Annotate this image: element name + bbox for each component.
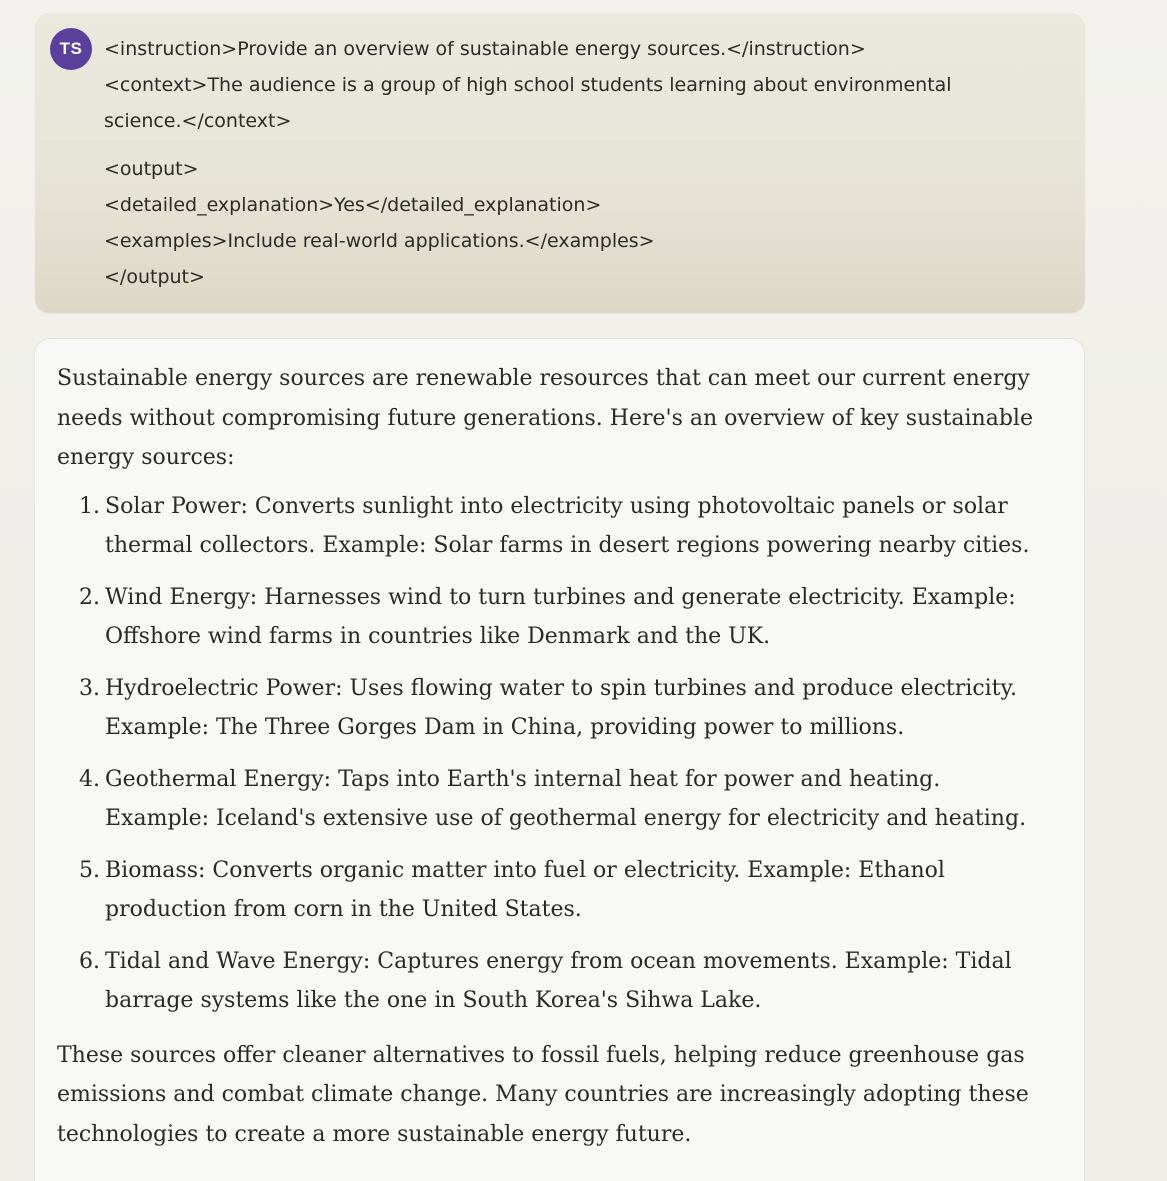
closing-paragraph: [57, 1036, 1029, 1155]
list-item-line: Wind Energy: Harnesses wind to turn turbines and generate electricity. Example:: [105, 584, 1016, 610]
list-item-line: thermal collectors. Example: Solar farms in desert regions powering nearby cities.: [105, 533, 1030, 558]
assistant-message-text: [57, 359, 1033, 1154]
list-item-line: production from corn in the United States.: [105, 897, 582, 922]
user-line: <instruction>Provide an overview of sustainable energy sources.</instruction>: [104, 38, 866, 60]
user-line: </output>: [104, 266, 205, 288]
list-item-line: Offshore wind farms in countries like Denmark and the UK.: [105, 624, 771, 649]
list-item-solar: [57, 487, 1030, 566]
list-item-biomass: [57, 851, 1017, 930]
closing-line: These sources offer cleaner alternatives to fossil fuels, helping reduce greenhouse gas: [57, 1042, 1025, 1068]
list-item-wind: [57, 578, 1017, 657]
closing-line: technologies to create a more sustainable energy future.: [57, 1121, 692, 1147]
user-line: <examples>Include real-world applications.</examples>: [104, 230, 655, 252]
user-message-text: [104, 31, 1064, 295]
list-item-line: Geothermal Energy: Taps into Earth's internal heat for power and heating.: [105, 766, 941, 792]
assistant-message: [34, 338, 1085, 1181]
list-item-line: Biomass: Converts organic matter into fuel or electricity. Example: Ethanol: [105, 857, 945, 883]
user-message: [35, 13, 1085, 313]
intro-line: needs without compromising future generations. Here's an overview of key sustainable: [57, 405, 1033, 431]
list-number: 4.: [79, 766, 100, 792]
list-item-line: Tidal and Wave Energy: Captures energy from ocean movements. Example: Tidal: [105, 948, 1012, 974]
user-line: <output>: [104, 158, 199, 180]
list-number: 6.: [79, 948, 100, 974]
user-line: <detailed_explanation>Yes</detailed_explanation>: [104, 194, 602, 216]
closing-line: emissions and combat climate change. Many countries are increasingly adopting these: [57, 1082, 1029, 1107]
intro-paragraph: [57, 359, 1033, 478]
list-number: 3.: [79, 675, 100, 701]
list-number: 1.: [79, 493, 100, 519]
list-number: 5.: [79, 857, 100, 883]
list-item-tidal: [57, 942, 1017, 1021]
list-item-line: Example: Iceland's extensive use of geothermal energy for electricity and heating.: [105, 806, 1027, 831]
list-item-line: barrage systems like the one in South Korea's Sihwa Lake.: [105, 988, 762, 1013]
list-item-line: Hydroelectric Power: Uses flowing water to spin turbines and produce electricity.: [105, 675, 1018, 701]
list-item-line: Solar Power: Converts sunlight into electricity using photovoltaic panels or solar: [105, 493, 1008, 519]
list-item-hydro: [57, 669, 1017, 748]
list-item-line: Example: The Three Gorges Dam in China, providing power to millions.: [105, 715, 905, 740]
intro-line: energy sources:: [57, 445, 235, 470]
energy-sources-list: [57, 487, 1030, 1021]
user-avatar[interactable]: TS: [50, 28, 92, 70]
user-line: <context>The audience is a group of high school students learning about environmental: [104, 74, 952, 96]
intro-line: Sustainable energy sources are renewable resources that can meet our current energy: [57, 366, 1030, 391]
user-line: science.</context>: [104, 110, 292, 132]
list-number: 2.: [79, 584, 100, 610]
list-item-geothermal: [57, 760, 1027, 839]
